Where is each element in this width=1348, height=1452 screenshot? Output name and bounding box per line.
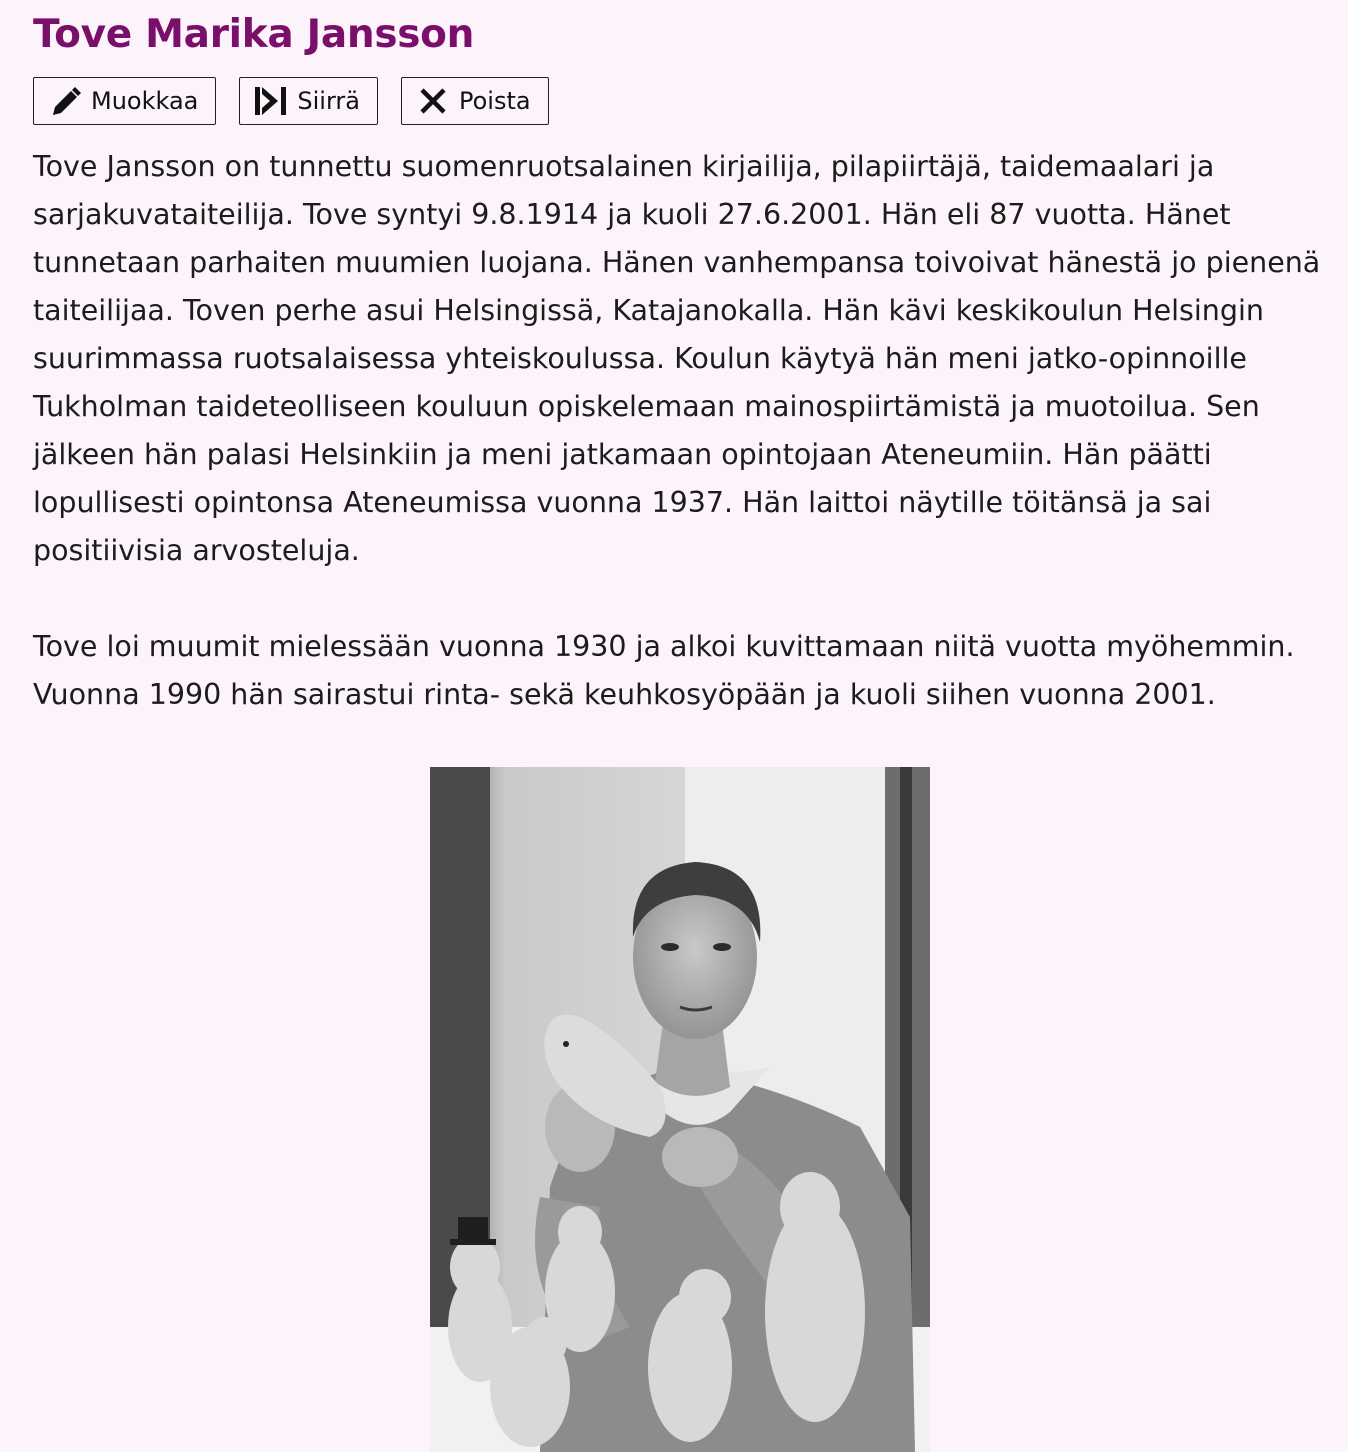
paragraph-biography: Tove Jansson on tunnettu suomenruotsalainen kirjailija, pilapiirtäjä, taidemaalari ja sarjakuvataiteilija. Tove syntyi 9.8.1914 ja kuoli 27.6.2001. Hän eli 87 vuotta. Hänet tunnetaan parhaiten muumien luojana. Hänen vanhempansa toivoivat hänestä jo pienenä taiteilijaa. Toven perhe asui Helsingissä, Katajanokalla. Hän kävi keskikoulun Helsingin suurimmassa ruotsalaisessa yhteiskoulussa. Koulun käytyä hän meni jatko-opinnoille Tukholman taideteolliseen kouluun opiskelemaan mainospiirtämistä ja muotoilua. Sen jälkeen hän palasi Helsinkiin ja meni jatkamaan opintojaan Ateneumiin. Hän päätti lopullisesti opintonsa Ateneumissa vuonna 1937. Hän laittoi näytille töitänsä ja sai positiivisia arvosteluja. xyxy=(33,150,1321,567)
edit-button[interactable] xyxy=(33,77,216,125)
move-button[interactable] xyxy=(239,77,378,125)
portrait-photo xyxy=(430,767,930,1452)
page-title: Tove Marika Jansson xyxy=(33,12,475,57)
article-body xyxy=(33,143,1323,719)
paragraph-moomins: Tove loi muumit mielessään vuonna 1930 ja alkoi kuvittamaan niitä vuotta myöhemmin. Vuonna 1990 hän sairastui rinta- sekä keuhkosyöpään ja kuoli siihen vuonna 2001. xyxy=(33,630,1295,711)
close-icon xyxy=(415,84,451,118)
article xyxy=(33,0,1323,719)
delete-button[interactable] xyxy=(401,77,549,125)
move-button-label: Siirrä xyxy=(297,87,360,115)
article-toolbar xyxy=(33,77,1323,127)
delete-button-label: Poista xyxy=(458,87,531,115)
move-to-end-icon xyxy=(253,84,289,118)
pencil-icon xyxy=(47,84,83,118)
edit-button-label: Muokkaa xyxy=(91,87,199,115)
